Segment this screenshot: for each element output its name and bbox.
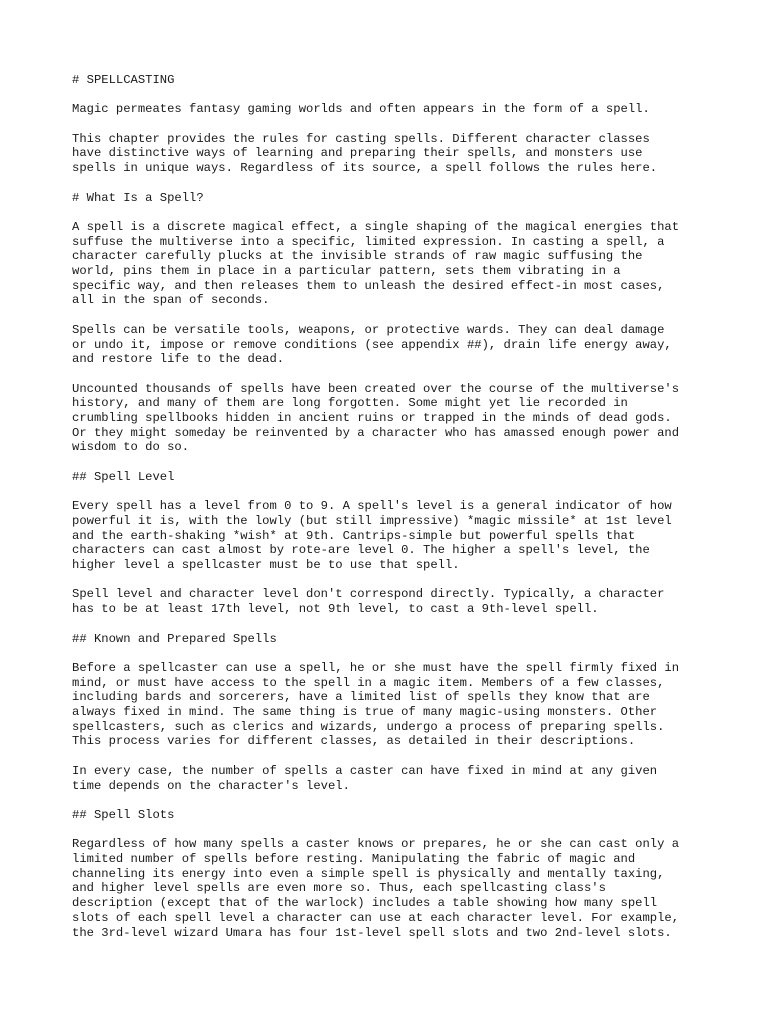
heading-what-is-a-spell: # What Is a Spell? (72, 190, 204, 205)
document-body (72, 73, 712, 955)
paragraph-spell-uses: Spells can be versatile tools, weapons, or protective wards. They can deal damage or undo it, impose or remove conditions (see appendix ##), drain life energy away, and restore life to the dead. (72, 322, 672, 367)
paragraph-chapter-overview: This chapter provides the rules for casting spells. Different character classes have distinctive ways of learning and preparing their spells, and monsters use spells in unique ways. Regardless of its source, a spell follows the rules here. (72, 131, 658, 176)
paragraph-fixed-in-mind: In every case, the number of spells a caster can have fixed in mind at any given time depends on the character's level. (72, 763, 658, 793)
paragraph-spell-definition: A spell is a discrete magical effect, a single shaping of the magical energies that suffuse the multiverse into a specific, limited expression. In casting a spell, a character carefully plucks at the invisible strands of raw magic suffusing the world, pins them in place in a particular pattern, sets them vibrating in a specific way, and then releases them to unleash the desired effect-in most cases, all in the span of seconds. (72, 219, 680, 308)
paragraph-spell-history: Uncounted thousands of spells have been created over the course of the multiverse's history, and many of them are long forgotten. Some might yet lie recorded in crumbling spellbooks hidden in ancient ruins or trapped in the minds of dead gods. Or they might someday be reinvented by a character who has amassed enough power and wisdom to do so. (72, 381, 680, 455)
paragraph-intro: Magic permeates fantasy gaming worlds and often appears in the form of a spell. (72, 102, 650, 117)
paragraph-spell-slots: Regardless of how many spells a caster knows or prepares, he or she can cast only a limited number of spells before resting. Manipulating the fabric of magic and channeling its energy into even a simple spell is physically and mentally taxing, and higher level spells are even more so. Thus, each spellcasting class's description (except that of the warlock) includes a table showing how many spell slots of each spell level a character can use at each character level. For example, the 3rd-level wizard Umara has four 1st-level spell slots and two 2nd-level slots. (72, 837, 680, 940)
paragraph-spell-level: Every spell has a level from 0 to 9. A spell's level is a general indicator of how powerful it is, with the lowly (but still impressive) *magic missile* at 1st level and the earth-shaking *wish* at 9th. Cantrips-simple but powerful spells that characters can cast almost by rote-are level 0. The higher a spell's level, the higher level a spellcaster must be to use that spell. (72, 499, 672, 573)
heading-spell-level: ## Spell Level (72, 469, 175, 484)
heading-known-prepared-spells: ## Known and Prepared Spells (72, 631, 277, 646)
paragraph-level-correspondence: Spell level and character level don't correspond directly. Typically, a character has to be at least 17th level, not 9th level, to cast a 9th-level spell. (72, 587, 665, 617)
paragraph-known-prepared: Before a spellcaster can use a spell, he or she must have the spell firmly fixed in mind, or must have access to the spell in a magic item. Members of a few classes, including bards and sorcerers, have a limited list of spells they know that are always fixed in mind. The same thing is true of many magic-using monsters. Other spellcasters, such as clerics and wizards, undergo a process of preparing spells. This process varies for different classes, as detailed in their descriptions. (72, 660, 680, 749)
heading-spellcasting: # SPELLCASTING (72, 73, 175, 87)
heading-spell-slots: ## Spell Slots (72, 807, 175, 822)
